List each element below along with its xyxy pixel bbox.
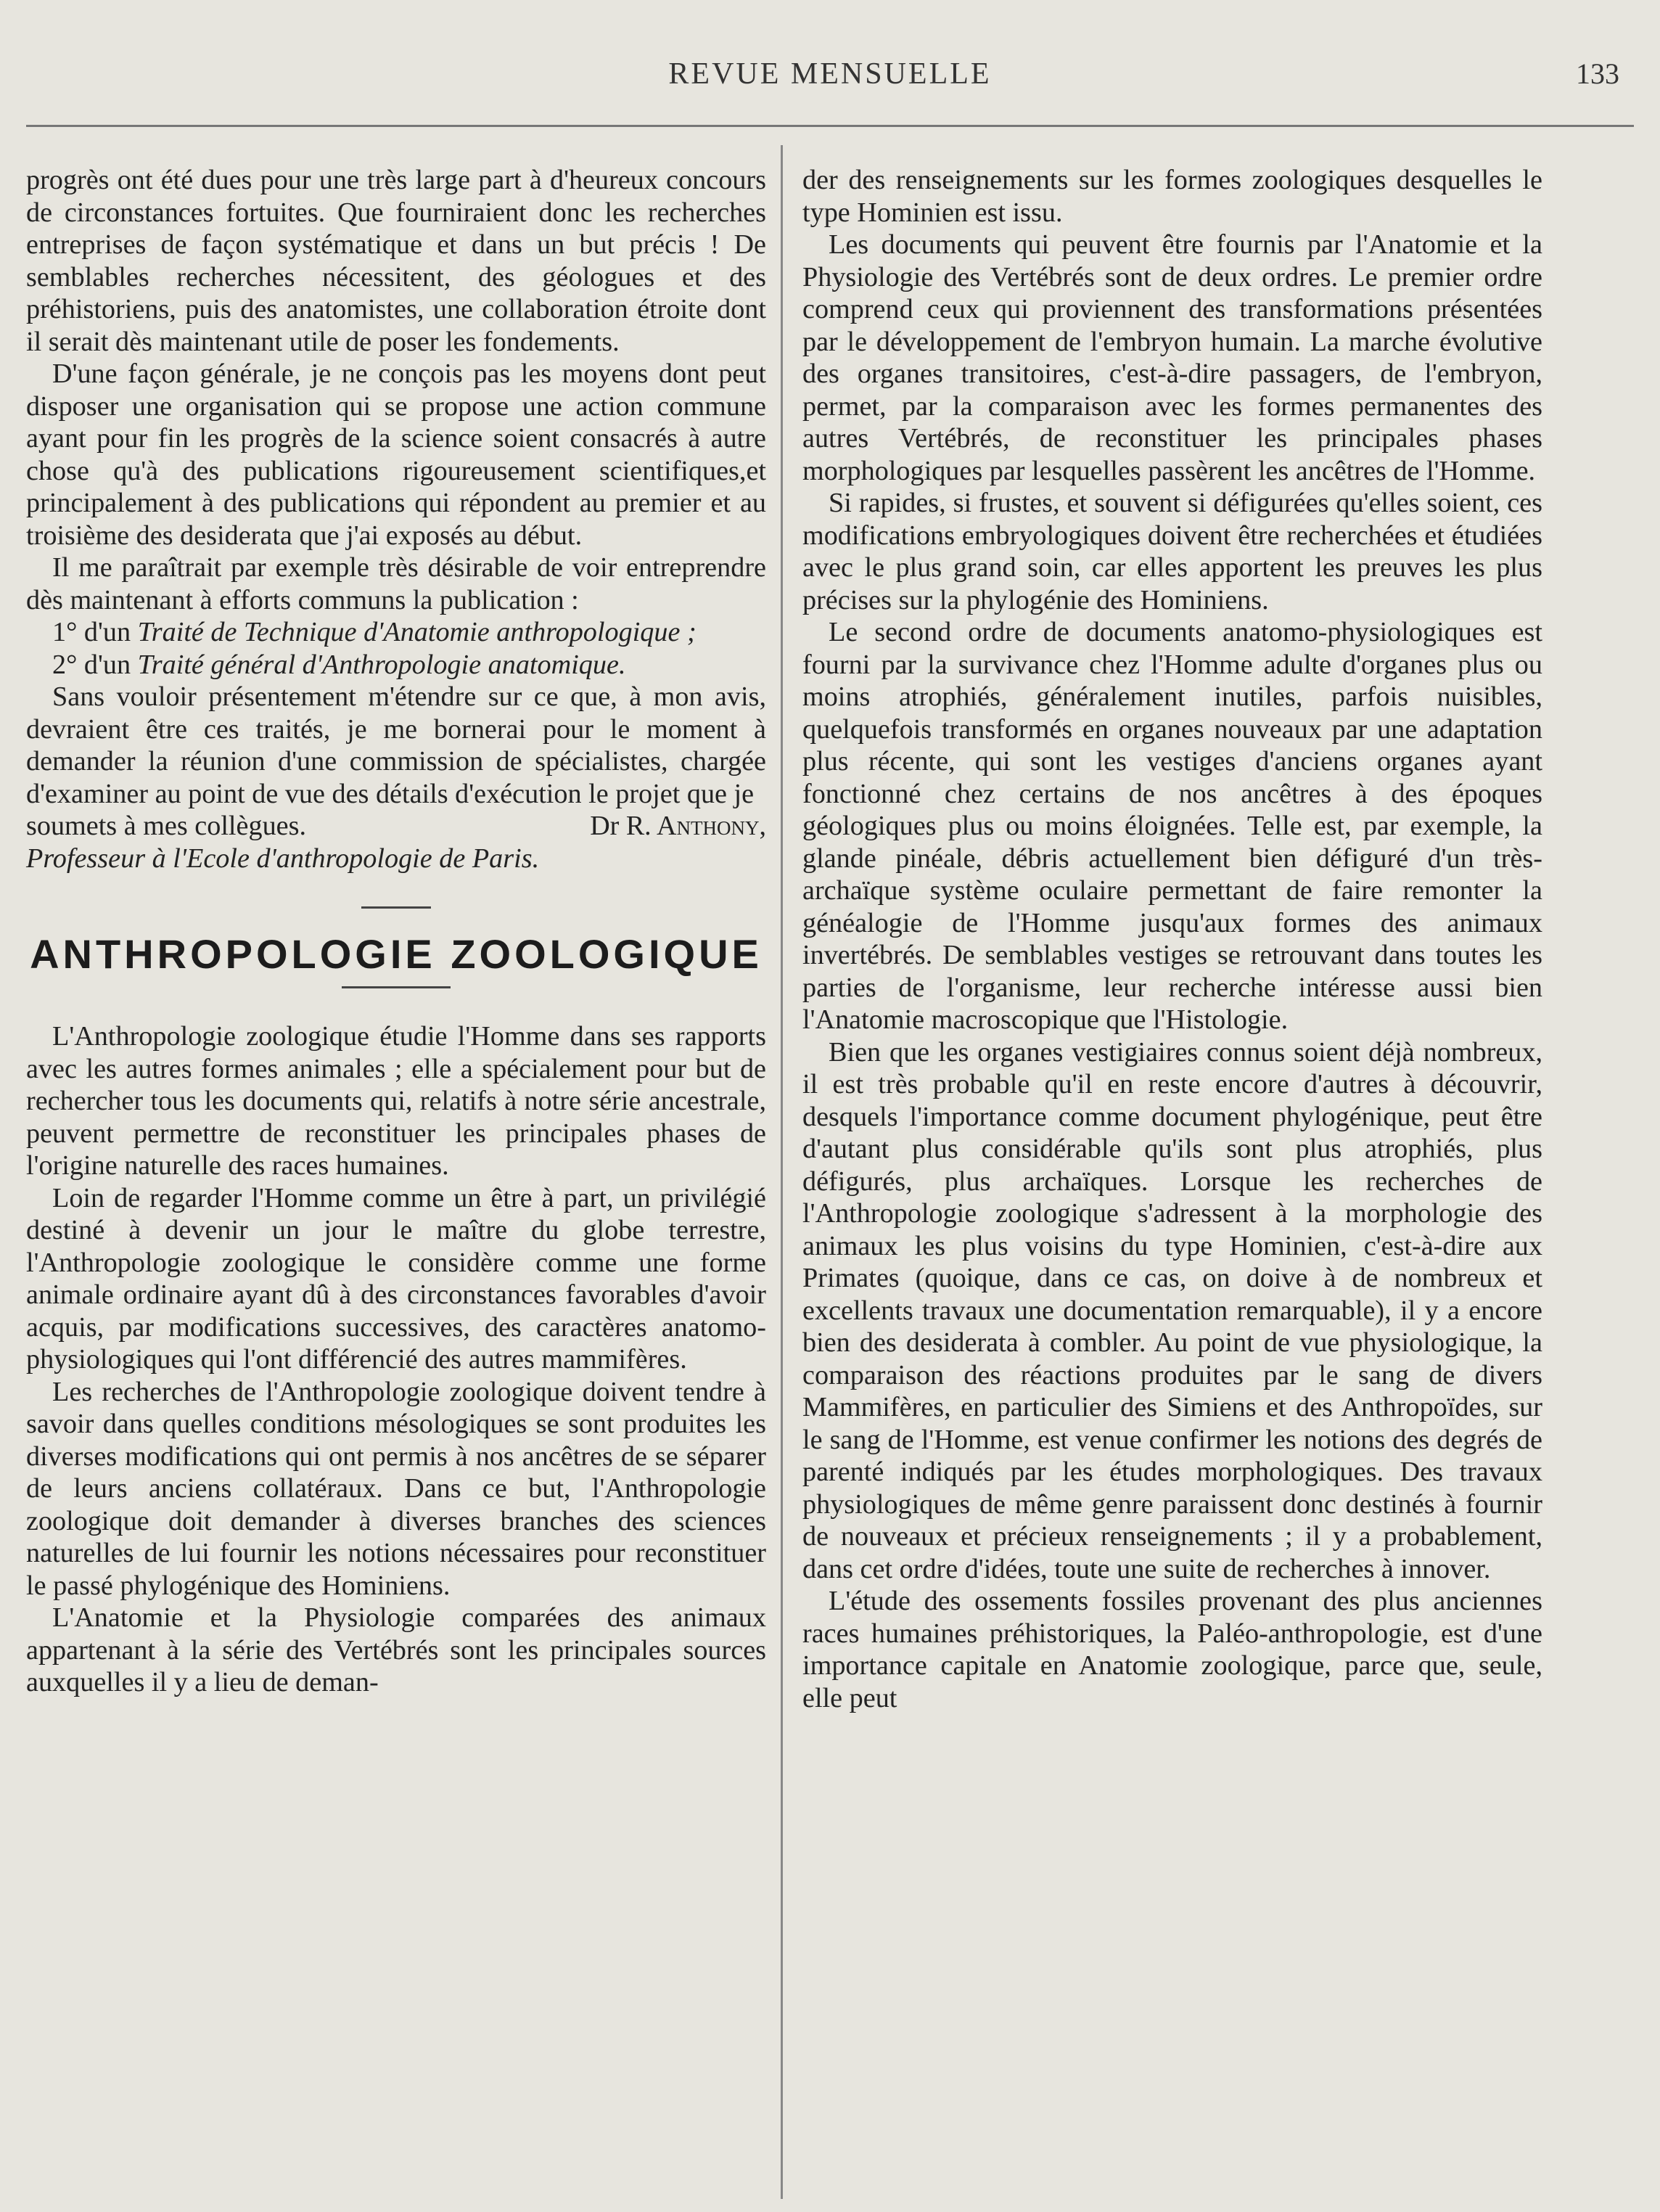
list-number: 1° d'un <box>52 617 138 647</box>
column-divider <box>781 145 783 2199</box>
paragraph: L'Anthropologie zoologique étudie l'Homme dans ses rapports avec les autres formes animales ; elle a spécialement pour but de rechercher tous les documents qui, relatifs à notre série ancestrale, peuvent permettre de reconstituer les principales phases de l'origine naturelle des races humaines. <box>26 1021 766 1181</box>
signature-title: Dr <box>590 811 620 841</box>
list-item <box>26 649 766 681</box>
paragraph-end: soumets à mes collègues. <box>26 811 307 841</box>
paragraph: der des renseignements sur les formes zoologiques desquelles le type Hominien est issu. <box>802 165 1542 228</box>
list-number: 2° d'un <box>52 649 138 680</box>
paragraph: Bien que les organes vestigiaires connus soient déjà nombreux, il est très probable qu'il en reste encore d'autres à découvrir, desquels l'importance comme document phylogénique, peut être d'autant plus considérable qu'ils sont plus atrophiés, plus défigurés, plus archaïques. Lorsque les recherches de l'Anthropologie zoologique s'adressent à la morphologie des animaux les plus voisins du type Hominien, c'est-à-dire aux Primates (quoique, dans ce cas, on doive à de nombreux et excellents travaux une documentation remarquable), il y a encore bien des desiderata à combler. Au point de vue physiologique, la comparaison des réactions produites par le sang de divers Mammifères, en particulier des Simiens et des Anthropoïdes, sur le sang de l'Homme, est venue confirmer les notions des degrés de parenté indiqués par les études morphologiques. Des travaux physiologiques de même genre paraissent donc destinés à fournir de nouveaux et précieux renseignements ; il y a probablement, dans cet ordre d'idées, toute une suite de recherches à innover. <box>802 1036 1542 1584</box>
running-head <box>26 57 1634 100</box>
paragraph: Sans vouloir présentement m'étendre sur ce que, à mon avis, devraient être ces traités, je me bornerai pour le moment à demander la réunion d'une commission de spécialistes, chargée d'examiner au point de vue des détails d'exécution le projet que je <box>26 681 766 809</box>
signature-line <box>26 810 766 843</box>
paragraph: Les recherches de l'Anthropologie zoologique doivent tendre à savoir dans quelles conditions mésologiques se sont produites les diverses modifications qui ont permis à nos ancêtres de se séparer de leurs anciens collatéraux. Dans ce but, l'Anthropologie zoologique doit demander à diverses branches des sciences naturelles de lui fournir les notions nécessaires pour reconstituer le passé phylogénique des Hominiens. <box>26 1376 766 1601</box>
author-affiliation: Professeur à l'Ecole d'anthropologie de Paris. <box>26 843 540 874</box>
book-title: Traité général d'Anthropologie anatomique. <box>137 649 626 680</box>
right-column <box>802 164 1542 1714</box>
paragraph: D'une façon générale, je ne conçois pas les moyens dont peut disposer une organisation qui se propose une action commune ayant pour fin les progrès de la science soient consacrés à autre chose qu'à des publications rigoureusement scientifiques,et principalement à des publications qui répondent au premier et au troisième des desiderata que j'ai exposés au début. <box>26 359 766 551</box>
section-rule <box>361 906 431 909</box>
header-rule <box>26 125 1634 127</box>
paragraph: Si rapides, si frustes, et souvent si défigurées qu'elles soient, ces modifications embryologiques doivent être recherchées et étudiées avec le plus grand soin, car elles apportent les preuves les plus précises sur la phylogénie des Hominiens. <box>802 488 1542 615</box>
running-title: REVUE MENSUELLE <box>668 57 992 91</box>
page-number: 133 <box>1576 57 1619 90</box>
paragraph: L'Anatomie et la Physiologie comparées des animaux appartenant à la série des Vertébrés sont les principales sources auxquelles il y a lieu de deman- <box>26 1602 766 1697</box>
author-signature <box>590 810 766 843</box>
paragraph: Il me paraîtrait par exemple très désirable de voir entreprendre dès maintenant à efforts communs la publication : <box>26 552 766 615</box>
section-title: ANTHROPOLOGIE ZOOLOGIQUE <box>30 931 763 977</box>
paragraph: progrès ont été dues pour une très large part à d'heureux concours de circonstances fortuites. Que fourniraient donc les recherches entreprises de façon systématique et dans un but précis ! De semblables recherches nécessitent, des géologues et des préhistoriens, puis des anatomistes, une collaboration étroite dont il serait dès maintenant utile de poser les fondements. <box>26 165 766 357</box>
paragraph: Les documents qui peuvent être fournis par l'Anatomie et la Physiologie des Vertébrés sont de deux ordres. Le premier ordre comprend ceux qui proviennent des transformations présentées par le développement de l'embryon humain. La marche évolutive des organes transitoires, c'est-à-dire passagers, de l'embryon, permet, par la comparaison avec les formes permanentes des autres Vertébrés, de reconstituer les principales phases morphologiques par lesquelles passèrent les ancêtres de l'Homme. <box>802 229 1542 486</box>
list-item <box>26 616 766 649</box>
section-underline <box>342 986 451 988</box>
paragraph: Le second ordre de documents anatomo-physiologiques est fourni par la survivance chez l'Homme adulte d'organes plus ou moins atrophiés, généralement inutiles, parfois nuisibles, quelquefois transformés en organes nouveaux par une adaptation plus récente, qui sont les vestiges d'anciens organes ayant fonctionné chez certains de nos ancêtres à des époques géologiques plus ou moins éloignées. Telle est, par exemple, la glande pinéale, débris actuellement bien défiguré d'un très-archaïque système oculaire permettant de faire remonter la généalogie de l'Homme jusqu'aux formes des animaux invertébrés. De semblables vestiges se retrouvant dans toutes les parties de l'organisme, leur recherche intéresse aussi bien l'Anatomie macroscopique que l'Histologie. <box>802 617 1542 1035</box>
book-title: Traité de Technique d'Anatomie anthropologique ; <box>137 617 697 647</box>
paragraph: L'étude des ossements fossiles provenant des plus anciennes races humaines préhistoriques, la Paléo-anthropologie, est d'une importance capitale en Anatomie zoologique, parce que, seule, elle peut <box>802 1586 1542 1713</box>
author-name: R. Anthony, <box>625 811 766 841</box>
left-column <box>26 164 766 1699</box>
paragraph: Loin de regarder l'Homme comme un être à part, un privilégié destiné à devenir un jour le maître du globe terrestre, l'Anthropologie zoologique le considère comme une forme animale ordinaire ayant dû à des circonstances favorables d'avoir acquis, par modifications successives, des caractères anatomo-physiologiques qui l'ont différencié des autres mammifères. <box>26 1182 766 1375</box>
